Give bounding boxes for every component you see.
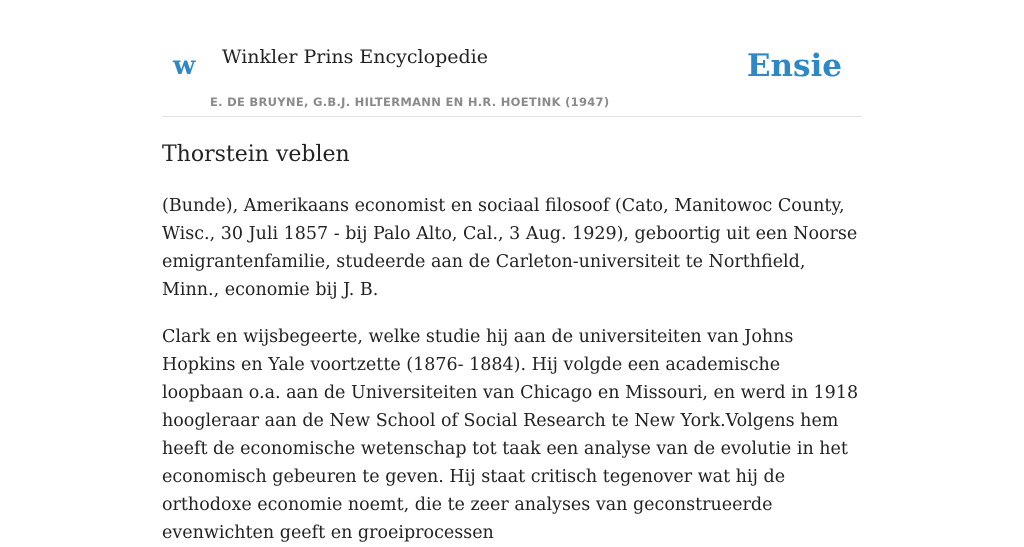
article [162, 140, 862, 547]
site-subtitle: E. DE BRUYNE, G.B.J. HILTERMANN EN H.R. HOETINK (1947) [210, 95, 610, 109]
article-paragraph: Clark en wijsbegeerte, welke studie hij aan de universiteiten van Johns Hopkins en Yale voortzette (1876- 1884). Hij volgde een academische loopbaan o.a. aan de Universiteiten van Chicago en Missouri, en werd in 1918 hoogleraar aan de New School of Social Research te New York.Volgens hem heeft de economische wetenschap tot taak een analyse van de evolutie in het economisch gebeuren te geven. Hij staat critisch tegenover wat hij de orthodoxe economie noemt, die te zeer analyses van geconstrueerde evenwichten geeft en groeiprocessen [162, 327, 859, 543]
site-logo-icon[interactable]: w [173, 51, 196, 81]
site-header [162, 0, 862, 117]
article-paragraph: (Bunde), Amerikaans economist en sociaal filosoof (Cato, Manitowoc County, Wisc., 30 Juli 1857 - bij Palo Alto, Cal., 3 Aug. 1929), geboortig uit een Noorse emigrantenfamilie, studeerde aan de Carleton-universiteit te Northfield, Minn., economie bij J. B. [162, 196, 858, 300]
brand-logo-link[interactable]: Ensie [746, 48, 842, 84]
site-title-link[interactable]: Winkler Prins Encyclopedie [222, 46, 488, 68]
article-title: Thorstein veblen [162, 142, 350, 167]
